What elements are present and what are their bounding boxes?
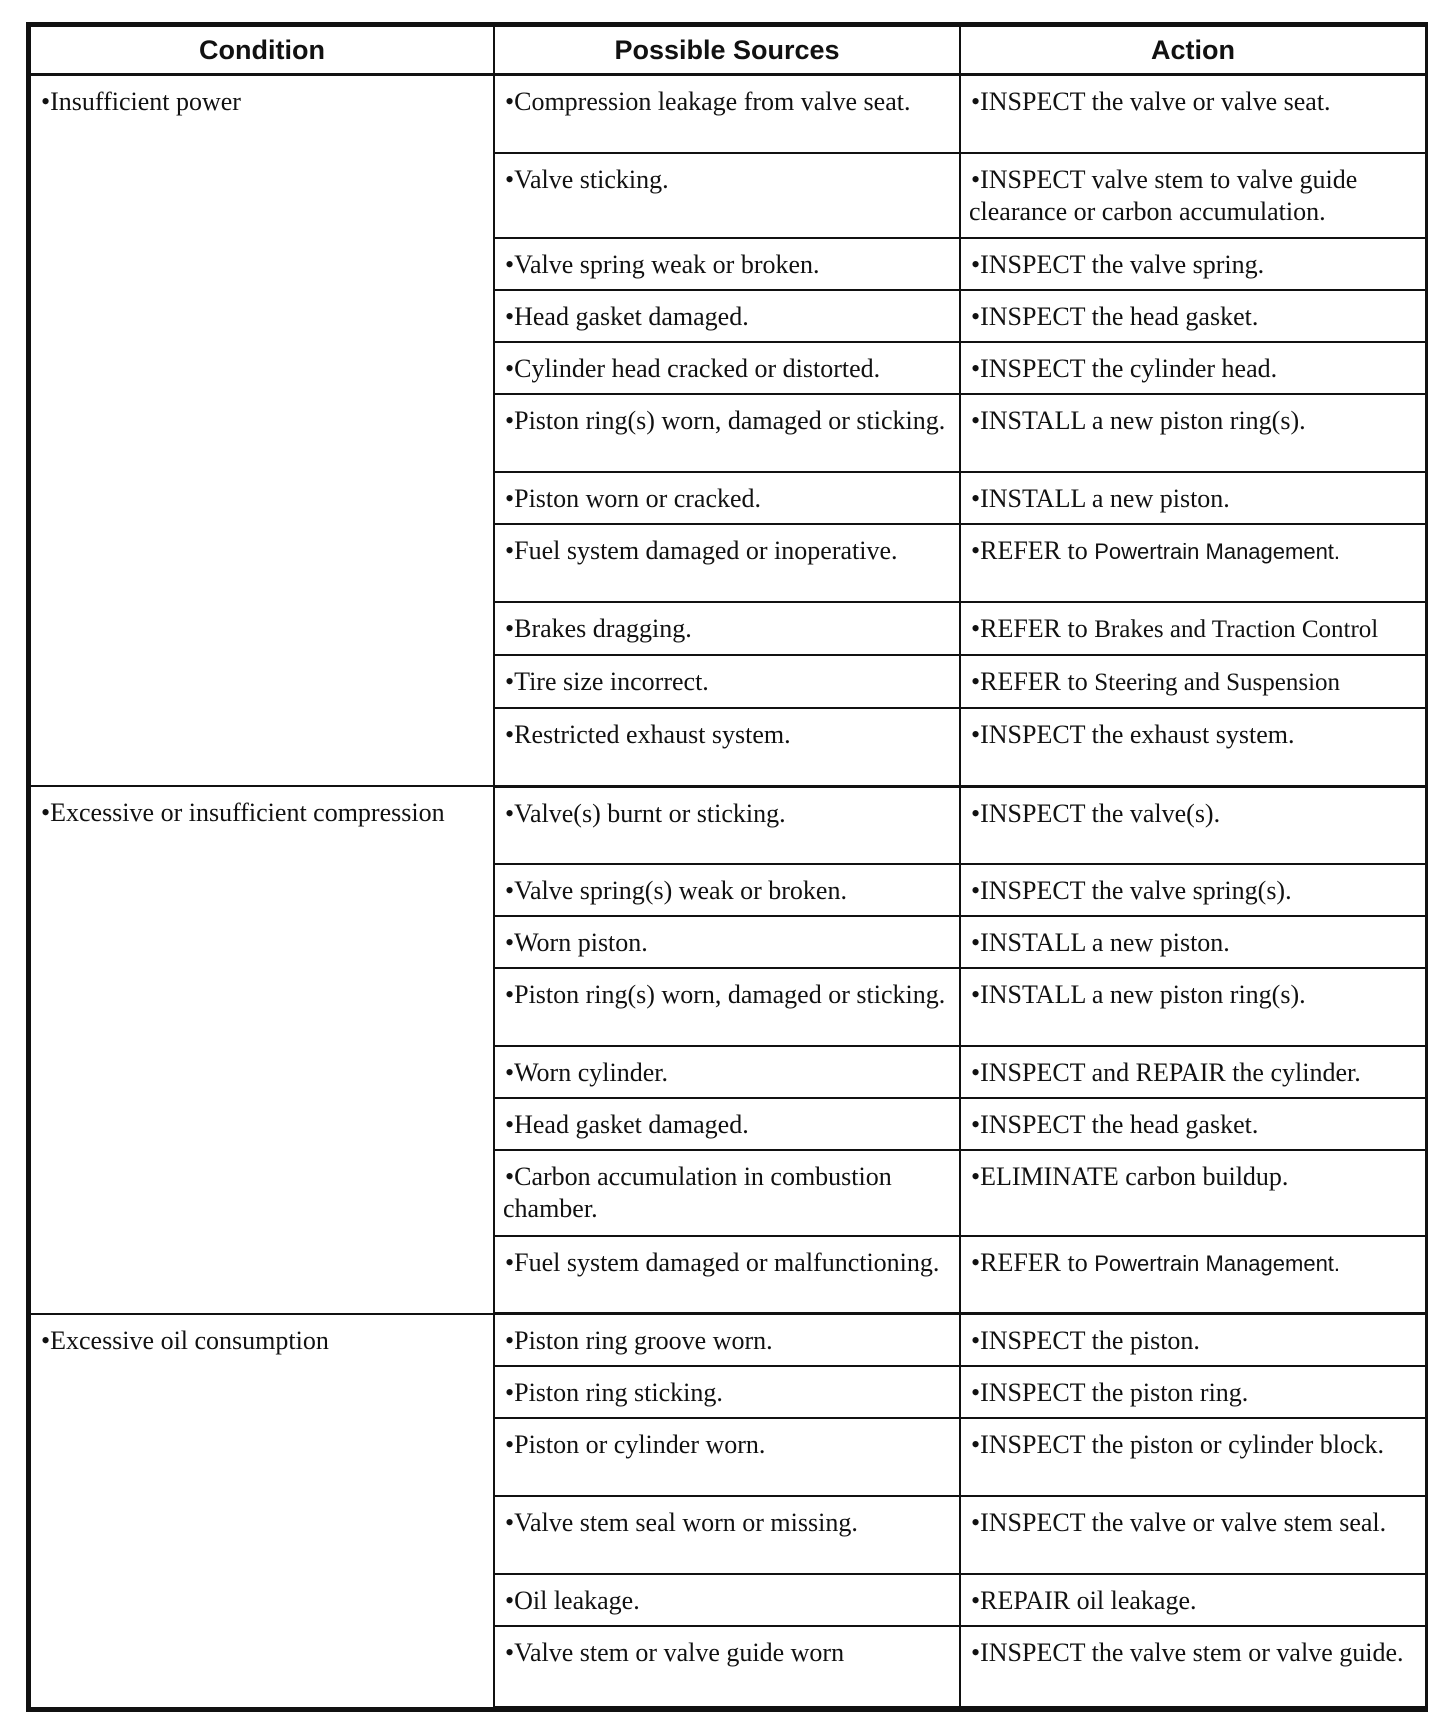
action-cell [960, 655, 1426, 708]
action-cell [960, 394, 1426, 472]
action-cell [960, 1046, 1426, 1098]
action-cell [960, 238, 1426, 290]
action-text: •REFER to [971, 1247, 1095, 1277]
action-cell [960, 968, 1426, 1046]
action-cell [960, 153, 1426, 238]
possible-source-text: •Head gasket damaged. [505, 1110, 749, 1140]
possible-source-text: •Piston ring(s) worn, damaged or sticking. [505, 405, 946, 435]
diagnosis-table [29, 25, 1427, 1709]
possible-source-text: •Worn cylinder. [505, 1058, 668, 1088]
possible-source-text: •Valve stem or valve guide worn [505, 1638, 845, 1668]
action-cell [960, 342, 1426, 394]
possible-source-cell [494, 968, 960, 1046]
possible-source-text: •Cylinder head cracked or distorted. [505, 353, 881, 383]
action-cell [960, 602, 1426, 655]
action-cell [960, 916, 1426, 968]
possible-source-text: •Tire size incorrect. [505, 667, 709, 697]
action-text: •INSTALL a new piston ring(s). [971, 980, 1306, 1010]
action-text: •INSPECT valve stem to valve guide clearance or carbon accumulation. [969, 164, 1358, 226]
action-text: •INSTALL a new piston. [971, 928, 1230, 958]
possible-source-cell [494, 153, 960, 238]
possible-source-cell [494, 1098, 960, 1150]
table-row [30, 75, 1426, 153]
possible-source-cell [494, 524, 960, 602]
possible-source-cell [494, 916, 960, 968]
action-text: •INSPECT the valve stem or valve guide. [971, 1638, 1404, 1668]
possible-source-cell [494, 708, 960, 786]
header-possible-sources: Possible Sources [494, 26, 960, 75]
action-text: •INSPECT the piston ring. [971, 1378, 1249, 1408]
possible-source-text: •Valve spring(s) weak or broken. [505, 876, 847, 906]
action-text: •INSPECT the piston. [971, 1326, 1200, 1356]
action-text: •INSPECT the valve spring(s). [971, 876, 1292, 906]
action-cell [960, 1574, 1426, 1626]
action-cell [960, 1496, 1426, 1574]
action-cell [960, 524, 1426, 602]
possible-source-cell [494, 75, 960, 153]
action-cell [960, 1236, 1426, 1314]
possible-source-cell [494, 1418, 960, 1496]
possible-source-cell [494, 238, 960, 290]
possible-source-cell [494, 394, 960, 472]
header-condition: Condition [30, 26, 494, 75]
action-cell [960, 1150, 1426, 1235]
action-cell [960, 290, 1426, 342]
possible-source-cell [494, 1574, 960, 1626]
possible-source-text: •Piston ring(s) worn, damaged or sticking. [505, 980, 946, 1010]
action-cell [960, 708, 1426, 786]
possible-source-cell [494, 864, 960, 916]
possible-source-text: •Piston ring sticking. [505, 1378, 723, 1408]
condition-text: •Insufficient power [41, 87, 241, 116]
action-text: •INSPECT the valve or valve seat. [971, 87, 1331, 116]
action-text: •REPAIR oil leakage. [971, 1586, 1197, 1616]
table-row [30, 786, 1426, 864]
possible-source-cell [494, 1236, 960, 1314]
action-cell [960, 864, 1426, 916]
action-text: •REFER to [971, 613, 1095, 643]
action-text: •INSPECT the cylinder head. [971, 353, 1278, 383]
action-text: •INSPECT the valve spring. [971, 249, 1265, 279]
possible-source-cell [494, 1366, 960, 1418]
action-cell [960, 1418, 1426, 1496]
possible-source-text: •Valve spring weak or broken. [505, 249, 820, 279]
manual-section-reference: Steering and Suspension [1094, 669, 1341, 697]
condition-cell [30, 75, 494, 787]
action-cell [960, 1314, 1426, 1367]
possible-source-text: •Piston worn or cracked. [505, 483, 762, 513]
possible-source-text: •Fuel system damaged or malfunctioning. [505, 1247, 940, 1277]
condition-text: •Excessive oil consumption [41, 1325, 329, 1355]
action-cell [960, 1098, 1426, 1150]
possible-source-text: •Piston or cylinder worn. [505, 1430, 766, 1460]
possible-source-text: •Worn piston. [505, 928, 648, 958]
possible-source-text: •Carbon accumulation in combustion chamber. [503, 1162, 892, 1224]
table-body [30, 75, 1426, 1708]
action-text: •INSPECT the head gasket. [971, 301, 1259, 331]
possible-source-cell [494, 1150, 960, 1235]
action-text: •INSPECT the exhaust system. [971, 720, 1295, 750]
action-text: •REFER to [971, 535, 1095, 565]
action-text: •INSPECT and REPAIR the cylinder. [971, 1058, 1361, 1088]
table-row [30, 1314, 1426, 1367]
possible-source-text: •Head gasket damaged. [505, 301, 749, 331]
action-text: •ELIMINATE carbon buildup. [971, 1162, 1289, 1192]
possible-source-text: •Piston ring groove worn. [505, 1326, 773, 1356]
possible-source-text: •Compression leakage from valve seat. [505, 87, 911, 116]
possible-source-text: •Fuel system damaged or inoperative. [505, 535, 898, 565]
manual-section-reference: Brakes and Traction Control [1094, 615, 1379, 643]
action-cell [960, 786, 1426, 864]
condition-cell [30, 1314, 494, 1708]
action-text: •INSTALL a new piston ring(s). [971, 405, 1306, 435]
action-text: •INSPECT the valve or valve stem seal. [971, 1508, 1387, 1538]
possible-source-text: •Restricted exhaust system. [505, 720, 791, 750]
action-text: •INSPECT the head gasket. [971, 1110, 1259, 1140]
manual-section-reference: Powertrain Management. [1094, 538, 1341, 564]
possible-source-text: •Valve sticking. [505, 164, 669, 194]
action-cell [960, 1366, 1426, 1418]
possible-source-cell [494, 786, 960, 864]
possible-source-text: •Oil leakage. [505, 1586, 640, 1616]
action-text: •INSPECT the valve(s). [971, 798, 1221, 828]
possible-source-cell [494, 655, 960, 708]
condition-text: •Excessive or insufficient compression [41, 798, 445, 828]
possible-source-cell [494, 1496, 960, 1574]
action-text: •REFER to [971, 667, 1095, 697]
possible-source-cell [494, 602, 960, 655]
action-cell [960, 472, 1426, 524]
possible-source-cell [494, 290, 960, 342]
possible-source-cell [494, 1314, 960, 1367]
possible-source-cell [494, 342, 960, 394]
action-cell [960, 75, 1426, 153]
possible-source-cell [494, 1626, 960, 1707]
possible-source-text: •Valve stem seal worn or missing. [505, 1508, 858, 1538]
header-action: Action [960, 26, 1426, 75]
possible-source-text: •Valve(s) burnt or sticking. [505, 798, 786, 828]
condition-cell [30, 786, 494, 1313]
possible-source-cell [494, 1046, 960, 1098]
diagnosis-table-page [26, 22, 1428, 1712]
possible-source-cell [494, 472, 960, 524]
action-text: •INSTALL a new piston. [971, 483, 1230, 513]
action-text: •INSPECT the piston or cylinder block. [971, 1430, 1385, 1460]
action-cell [960, 1626, 1426, 1707]
manual-section-reference: Powertrain Management. [1094, 1250, 1341, 1276]
header-row [30, 26, 1426, 75]
possible-source-text: •Brakes dragging. [505, 613, 692, 643]
